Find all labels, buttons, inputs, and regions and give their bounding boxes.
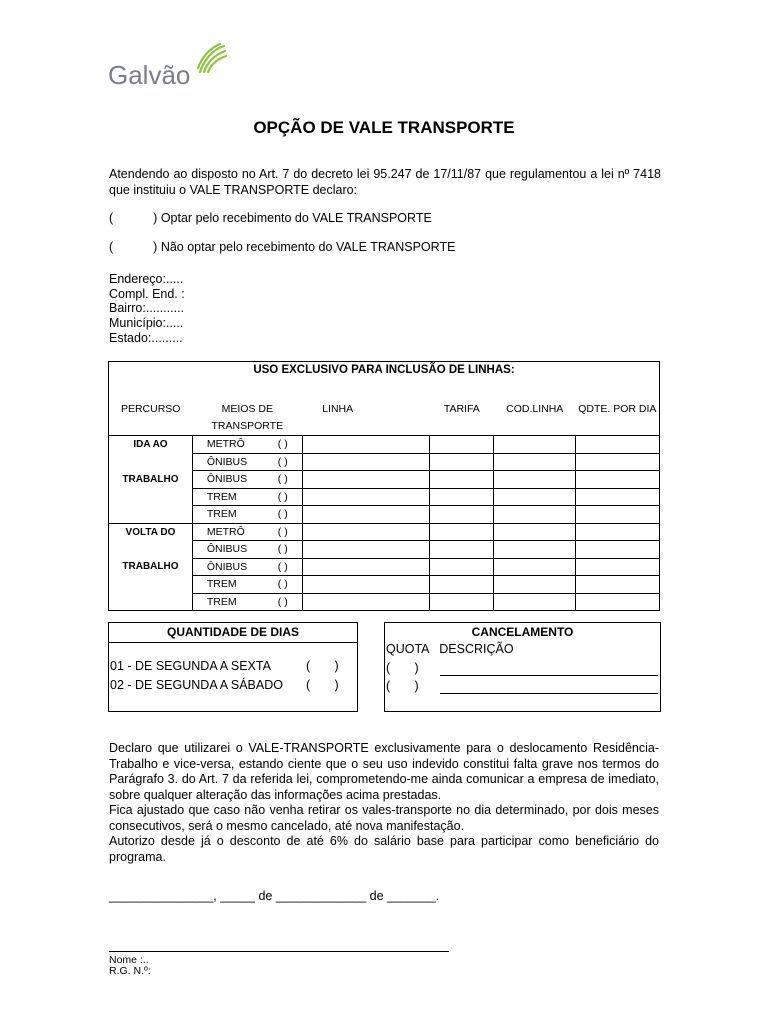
codlinha-cell[interactable] [494,436,576,454]
declaration-p1: Declaro que utilizarei o VALE-TRANSPORTE exclusivamente para o deslocamento Residência-Trabalho e vice-versa, estando ciente que o seu uso indevido constitui falta grave nos termos do Parágrafo 3. do Art. 7 da referida lei, comprometendo-me ainda comunicar a empresa de imediato, sobre qualquer alteração das informações acima prestadas. [109,741,659,802]
cancelamento-quota-1[interactable]: ( ) [386,661,419,675]
date-line[interactable]: _______________, _____ de _____________ de _______. [109,889,440,903]
mode-cell: TREM ( ) [192,488,302,506]
ida-spacer [109,506,193,524]
signature-rg: R.G. N.º: [109,965,151,977]
cancelamento-quota-2[interactable]: ( ) [386,679,419,693]
option-opt-in [109,211,432,226]
linha-cell[interactable] [302,453,430,471]
linha-cell[interactable] [302,558,430,576]
volta-spacer [109,593,193,611]
page-title: OPÇÃO DE VALE TRANSPORTE [253,118,515,137]
col-tarifa: TARIFA [430,397,494,436]
dias-option-1[interactable]: 01 - DE SEGUNDA A SEXTA ( ) [110,659,339,673]
intro-paragraph: Atendendo ao disposto no Art. 7 do decreto lei 95.247 de 17/11/87 que regulamentou a lei nº 7418 que instituiu o VALE TRANSPORTE declaro: [109,167,661,197]
codlinha-cell[interactable] [494,593,576,611]
tarifa-cell[interactable] [430,453,494,471]
tarifa-cell[interactable] [430,436,494,454]
signature-nome: Nome :.. [109,954,149,966]
address-municipio: Município:..... [109,316,184,330]
codlinha-cell[interactable] [494,576,576,594]
codlinha-cell[interactable] [494,558,576,576]
address-compl: Compl. End. : [109,287,185,301]
tarifa-cell[interactable] [430,488,494,506]
tarifa-cell[interactable] [430,541,494,559]
qdte-cell[interactable] [576,506,660,524]
volta-label: VOLTA DO [109,523,193,541]
qdte-cell[interactable] [576,593,660,611]
qdte-cell[interactable] [576,488,660,506]
tarifa-cell[interactable] [430,593,494,611]
lines-table [108,361,660,611]
option-paren-open: ( [109,211,114,225]
col-qdte: QDTE. POR DIA [576,397,660,436]
option-paren-close: ) [153,240,158,254]
address-endereco: Endereço:..... [109,272,184,286]
mode-cell: TREM ( ) [192,576,302,594]
cancelamento-desc-line-2[interactable] [440,693,658,694]
declaration-p2: Fica ajustado que caso não venha retirar os vales-transporte no dia determinado, por dois meses consecutivos, será o mesmo cancelado, até nova manifestação. [109,803,659,833]
mode-cell: METRÔ ( ) [192,436,302,454]
mode-cell: TREM ( ) [192,593,302,611]
tarifa-cell[interactable] [430,558,494,576]
linha-cell[interactable] [302,488,430,506]
codlinha-cell[interactable] [494,488,576,506]
qdte-cell[interactable] [576,453,660,471]
declaration-p3: Autorizo desde já o desconto de até 6% do salário base para participar como beneficiário do programa. [109,834,659,864]
option-paren-close: ) [153,211,158,225]
codlinha-cell[interactable] [494,506,576,524]
mode-cell: ÔNIBUS ( ) [192,558,302,576]
codlinha-cell[interactable] [494,471,576,489]
mode-cell: ÔNIBUS ( ) [192,541,302,559]
qdte-cell[interactable] [576,576,660,594]
codlinha-cell[interactable] [494,541,576,559]
linha-cell[interactable] [302,471,430,489]
company-logo [108,42,228,92]
qdte-cell[interactable] [576,558,660,576]
mode-cell: TREM ( ) [192,506,302,524]
linha-cell[interactable] [302,541,430,559]
linha-cell[interactable] [302,523,430,541]
col-percurso: PERCURSO [109,397,193,436]
signature-line[interactable] [109,951,449,952]
option-label: Não optar pelo recebimento do VALE TRANSPORTE [160,240,456,254]
qdte-cell[interactable] [576,541,660,559]
address-estado: Estado:......... [109,331,183,345]
dias-box [108,622,358,712]
linha-cell[interactable] [302,576,430,594]
volta-spacer [109,576,193,594]
linha-cell[interactable] [302,506,430,524]
option-paren-open: ( [109,240,114,254]
mode-cell: ÔNIBUS ( ) [192,471,302,489]
cancelamento-heading: CANCELAMENTO [471,625,574,639]
dias-option-2[interactable]: 02 - DE SEGUNDA A SÁBADO ( ) [110,678,339,692]
declaration [109,741,659,865]
ida-spacer [109,453,193,471]
option-label: Optar pelo recebimento do VALE TRANSPORTE [160,211,432,225]
dias-heading: QUANTIDADE DE DIAS [109,623,357,643]
cancelamento-desc-line-1[interactable] [440,675,658,676]
option-opt-out [109,240,455,255]
address-bairro: Bairro:........... [109,301,185,315]
col-codlinha: COD.LINHA [494,397,576,436]
ida-label: IDA AO [109,436,193,454]
qdte-cell[interactable] [576,471,660,489]
volta-label-2: TRABALHO [109,558,193,576]
qdte-cell[interactable] [576,436,660,454]
codlinha-cell[interactable] [494,523,576,541]
mode-cell: METRÔ ( ) [192,523,302,541]
linha-cell[interactable] [302,593,430,611]
ida-spacer [109,488,193,506]
ida-label-2: TRABALHO [109,471,193,489]
mode-cell: ÔNIBUS ( ) [192,453,302,471]
qdte-cell[interactable] [576,523,660,541]
leaf-icon [194,42,228,76]
tarifa-cell[interactable] [430,523,494,541]
col-meios: MEIOS DE TRANSPORTE [192,397,302,436]
linha-cell[interactable] [302,436,430,454]
tarifa-cell[interactable] [430,506,494,524]
cancelamento-box [384,622,661,712]
col-linha: LINHA [302,397,430,436]
lines-table-heading: USO EXCLUSIVO PARA INCLUSÃO DE LINHAS: [109,362,660,398]
volta-spacer [109,541,193,559]
logo-text: Galvão [108,60,191,90]
tarifa-cell[interactable] [430,576,494,594]
tarifa-cell[interactable] [430,471,494,489]
cancelamento-columns: QUOTA DESCRIÇÃO [386,642,514,656]
codlinha-cell[interactable] [494,453,576,471]
